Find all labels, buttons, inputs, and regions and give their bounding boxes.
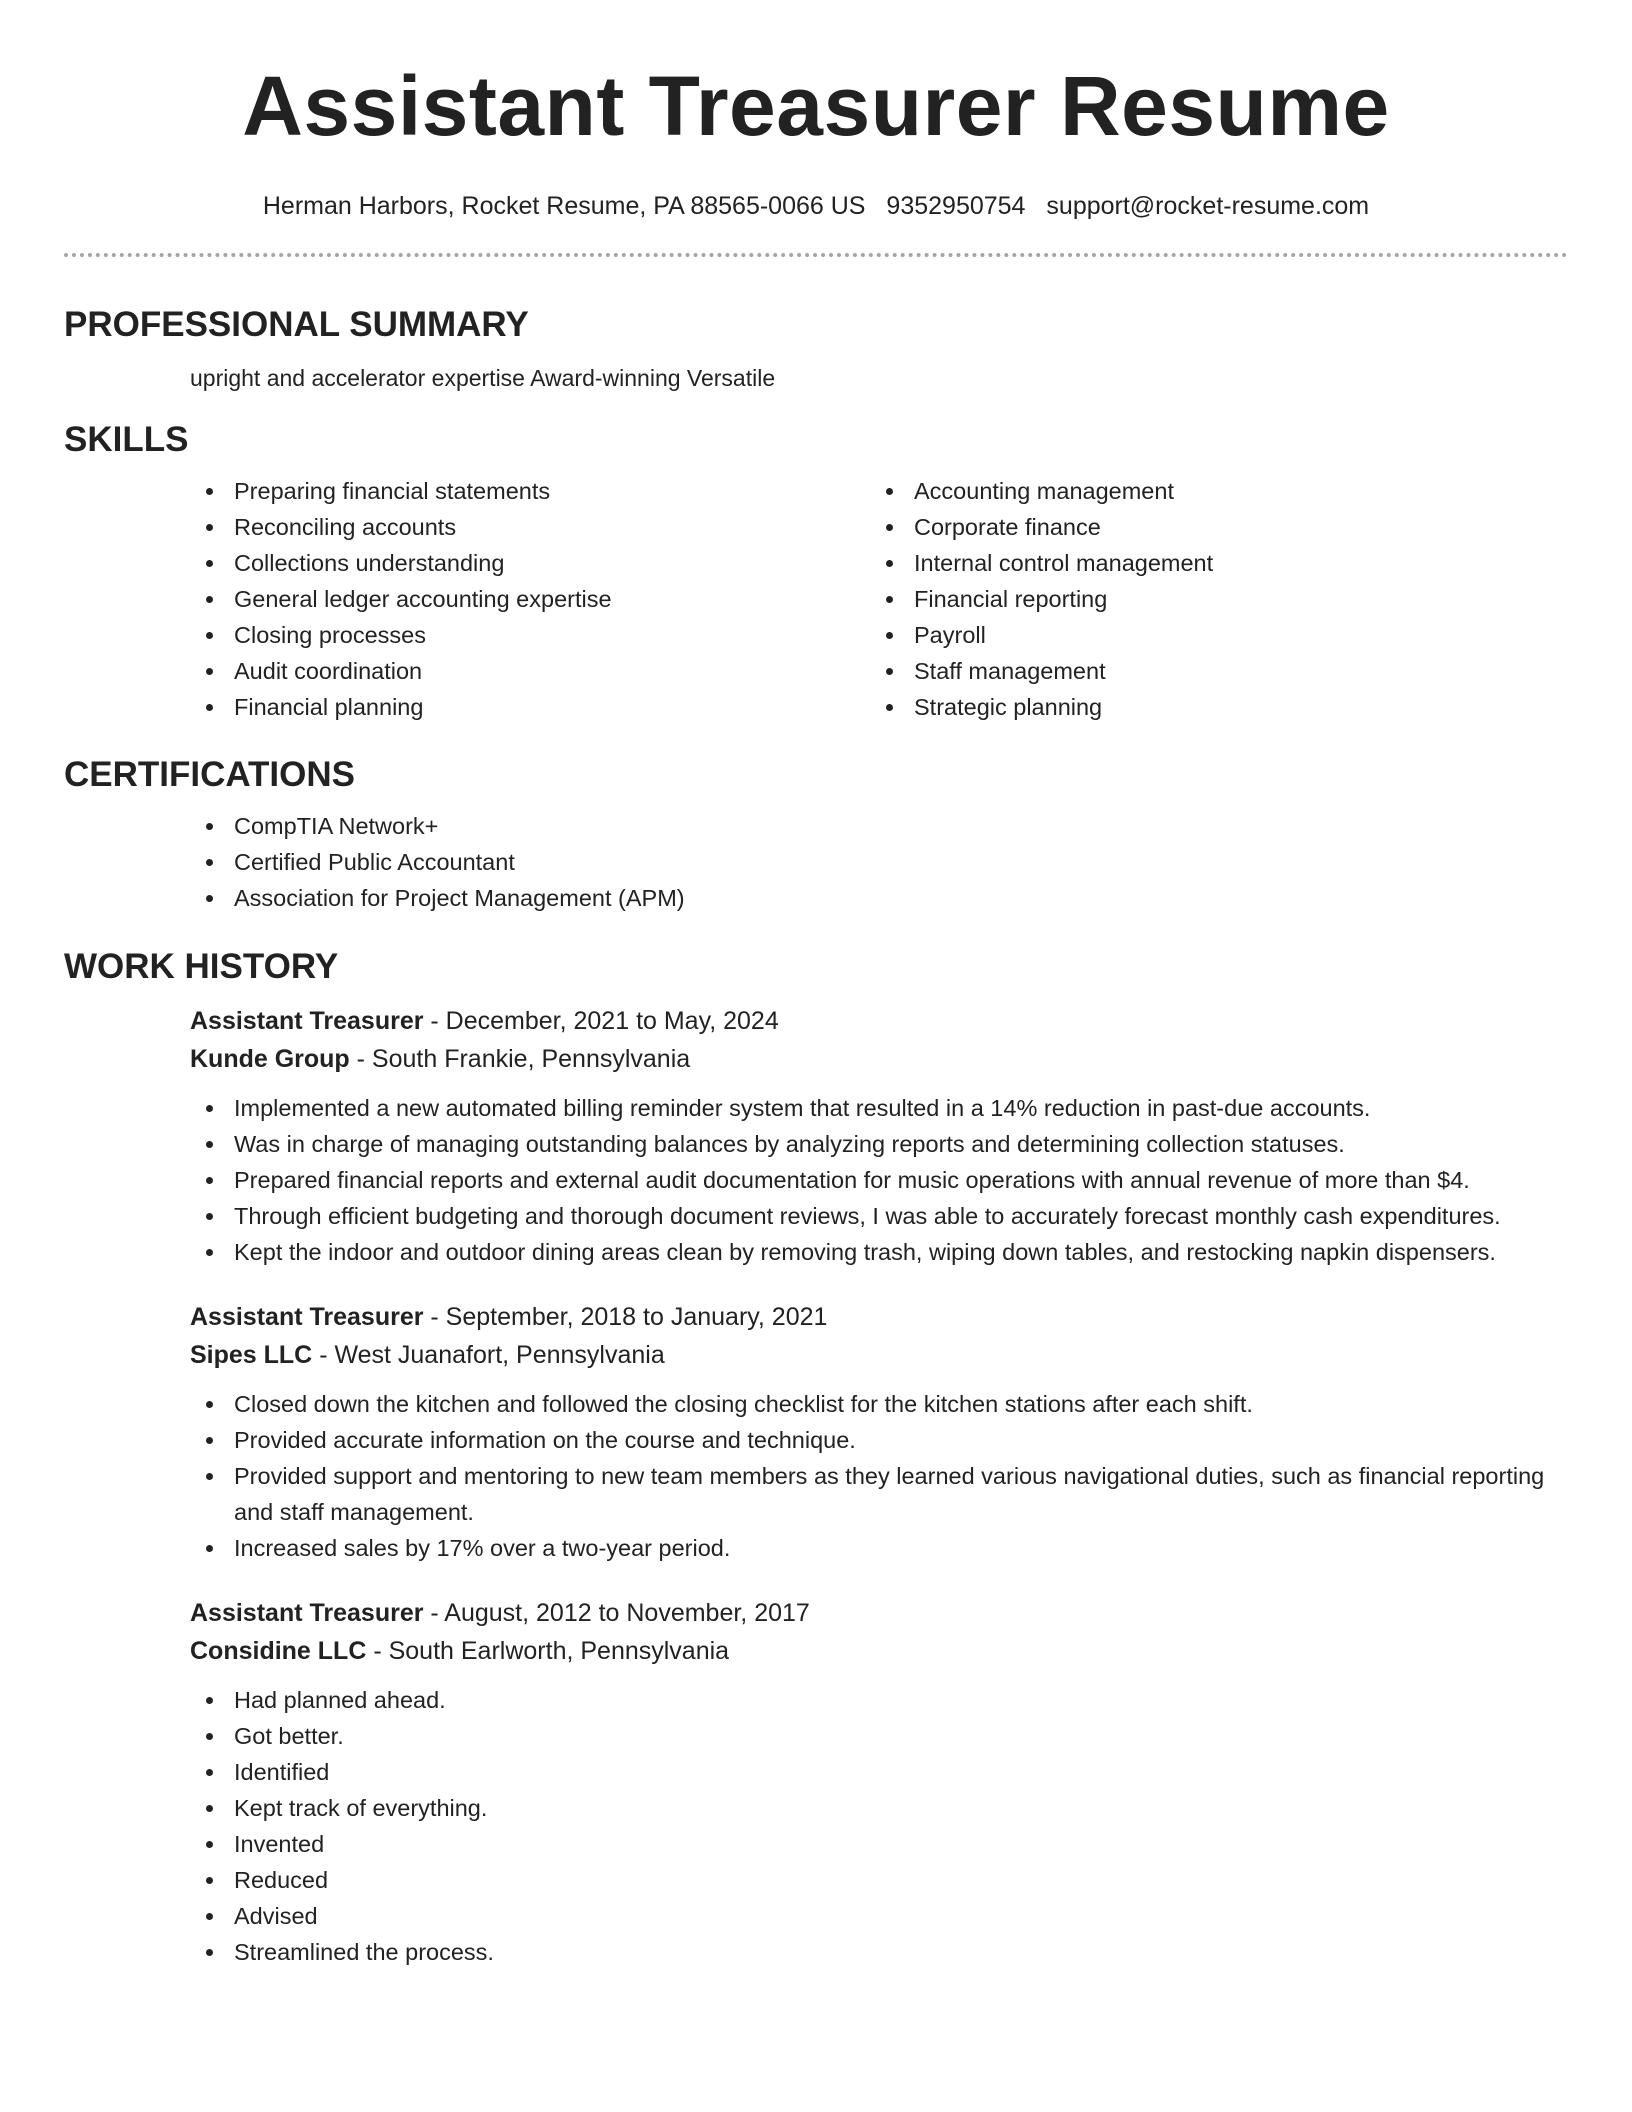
job-bullet: Was in charge of managing outstanding balances by analyzing reports and determining collection statuses. bbox=[190, 1126, 1568, 1162]
header-divider bbox=[64, 253, 1568, 257]
skills-list-left bbox=[190, 473, 870, 725]
job-title: Assistant Treasurer bbox=[190, 1599, 424, 1627]
contact-line bbox=[64, 190, 1568, 222]
skills-list-right bbox=[870, 473, 1550, 725]
skill-item: Internal control management bbox=[870, 545, 1550, 581]
contact-address: Herman Harbors, Rocket Resume, PA 88565-0066 US bbox=[262, 192, 866, 220]
job-title-line bbox=[190, 1594, 1568, 1632]
job-bullet: Provided support and mentoring to new team members as they learned various navigational duties, such as financial reporting and staff management. bbox=[190, 1458, 1568, 1530]
certifications-list bbox=[64, 808, 1568, 916]
job-bullet: Identified bbox=[190, 1754, 1568, 1790]
certification-item: Certified Public Accountant bbox=[190, 844, 1568, 880]
job-bullet: Prepared financial reports and external audit documentation for music operations with annual revenue of more than $4. bbox=[190, 1162, 1568, 1198]
skill-item: General ledger accounting expertise bbox=[190, 581, 870, 617]
job-bullet: Had planned ahead. bbox=[190, 1682, 1568, 1718]
job-company: Kunde Group bbox=[190, 1045, 350, 1073]
job-bullet: Reduced bbox=[190, 1862, 1568, 1898]
skill-item: Payroll bbox=[870, 617, 1550, 653]
job-bullet: Provided accurate information on the course and technique. bbox=[190, 1422, 1568, 1458]
contact-email: support@rocket-resume.com bbox=[1046, 192, 1370, 220]
job-dates: - September, 2018 to January, 2021 bbox=[423, 1303, 828, 1331]
job-entry bbox=[64, 1298, 1568, 1566]
contact-phone: 9352950754 bbox=[886, 192, 1026, 220]
job-bullet: Closed down the kitchen and followed the closing checklist for the kitchen stations after each shift. bbox=[190, 1386, 1568, 1422]
job-location: - West Juanafort, Pennsylvania bbox=[312, 1341, 665, 1369]
job-bullet: Got better. bbox=[190, 1718, 1568, 1754]
job-location: - South Frankie, Pennsylvania bbox=[349, 1045, 691, 1073]
job-bullet: Kept the indoor and outdoor dining areas clean by removing trash, wiping down tables, and restocking napkin dispensers. bbox=[190, 1234, 1568, 1270]
job-bullet: Increased sales by 17% over a two-year period. bbox=[190, 1530, 1568, 1566]
skill-item: Collections understanding bbox=[190, 545, 870, 581]
job-bullet: Through efficient budgeting and thorough document reviews, I was able to accurately forecast monthly cash expenditures. bbox=[190, 1198, 1568, 1234]
skills-grid bbox=[64, 473, 1568, 725]
skill-item: Financial reporting bbox=[870, 581, 1550, 617]
job-title: Assistant Treasurer bbox=[190, 1007, 424, 1035]
job-bullet: Implemented a new automated billing reminder system that resulted in a 14% reduction in past-due accounts. bbox=[190, 1090, 1568, 1126]
skill-item: Preparing financial statements bbox=[190, 473, 870, 509]
skill-item: Reconciling accounts bbox=[190, 509, 870, 545]
job-bullets bbox=[190, 1682, 1568, 1970]
job-company-line bbox=[190, 1632, 1568, 1670]
job-bullets bbox=[190, 1090, 1568, 1270]
skill-item: Financial planning bbox=[190, 689, 870, 725]
job-bullet: Streamlined the process. bbox=[190, 1934, 1568, 1970]
resume-page bbox=[64, 0, 1568, 1970]
job-location: - South Earlworth, Pennsylvania bbox=[366, 1637, 730, 1665]
job-title-line bbox=[190, 1298, 1568, 1336]
page-title: Assistant Treasurer Resume bbox=[242, 59, 1390, 153]
skill-item: Corporate finance bbox=[870, 509, 1550, 545]
job-dates: - December, 2021 to May, 2024 bbox=[423, 1007, 779, 1035]
summary-text: upright and accelerator expertise Award-winning Versatile bbox=[190, 365, 776, 391]
job-bullet: Kept track of everything. bbox=[190, 1790, 1568, 1826]
job-company-line bbox=[190, 1336, 1568, 1374]
summary-section bbox=[64, 304, 1568, 393]
skills-heading: SKILLS bbox=[64, 420, 189, 459]
certification-item: CompTIA Network+ bbox=[190, 808, 1568, 844]
job-company: Considine LLC bbox=[190, 1637, 367, 1665]
job-dates: - August, 2012 to November, 2017 bbox=[423, 1599, 810, 1627]
skill-item: Audit coordination bbox=[190, 653, 870, 689]
certification-item: Association for Project Management (APM) bbox=[190, 880, 1568, 916]
job-bullet: Advised bbox=[190, 1898, 1568, 1934]
summary-heading: PROFESSIONAL SUMMARY bbox=[64, 305, 529, 344]
job-entry bbox=[64, 1002, 1568, 1270]
job-entry bbox=[64, 1594, 1568, 1970]
work-history-section bbox=[64, 946, 1568, 1970]
certifications-section bbox=[64, 754, 1568, 916]
job-bullets bbox=[190, 1386, 1568, 1566]
skill-item: Accounting management bbox=[870, 473, 1550, 509]
certifications-heading: CERTIFICATIONS bbox=[64, 755, 356, 794]
skills-section bbox=[64, 419, 1568, 725]
job-title-line bbox=[190, 1002, 1568, 1040]
work-history-heading: WORK HISTORY bbox=[64, 947, 339, 986]
skill-item: Strategic planning bbox=[870, 689, 1550, 725]
job-title: Assistant Treasurer bbox=[190, 1303, 424, 1331]
job-bullet: Invented bbox=[190, 1826, 1568, 1862]
skill-item: Closing processes bbox=[190, 617, 870, 653]
job-company: Sipes LLC bbox=[190, 1341, 313, 1369]
skill-item: Staff management bbox=[870, 653, 1550, 689]
job-company-line bbox=[190, 1040, 1568, 1078]
